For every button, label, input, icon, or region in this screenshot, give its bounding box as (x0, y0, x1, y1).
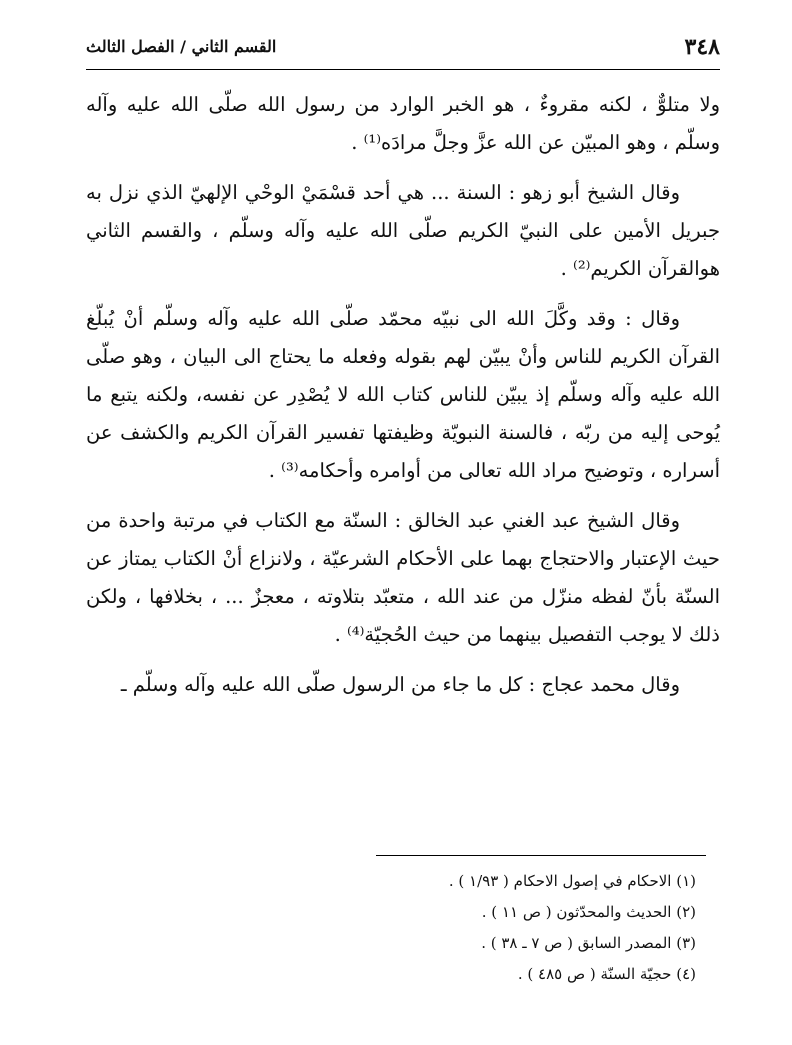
paragraph: وقال الشيخ أبو زهو : السنة ... هي أحد قسْمَيْ الوحْي الإلهيّ الذي نزل به جبريل الأمين على النبيّ الكريم صلّى الله عليه وآله وسلّم ، والقسم الثاني هوالقرآن الكريم⁽²⁾ . (86, 181, 720, 280)
footnote-rule (376, 855, 706, 856)
running-title: القسم الثاني / الفصل الثالث (86, 37, 277, 56)
header-rule (86, 69, 720, 70)
paragraph: وقال : وقد وكَّلَ الله الى نبيّه محمّد صلّى الله عليه وآله وسلّم أنْ يُبلّغ القرآن الكريم للناس وأنْ يبيّن لهم بقوله وفعله ما يحتاج الى البيان ، وهو صلّى الله عليه وآله وسلّم إذ يبيّن للناس كتاب الله لا يُصْدِر عن نفسه، ولكنه يتبع ما يُوحى إليه من ربّه ، فالسنة النبويّة وظيفتها تفسير القرآن الكريم والكشف عن أسراره ، وتوضيح مراد الله تعالى من أوامره وأحكامه⁽³⁾ . (86, 307, 720, 482)
footnote: (١) الاحكام في إصول الاحكام ( ١/٩٣ ) . (448, 872, 696, 890)
paragraph: وقال الشيخ عبد الغني عبد الخالق : السنّة مع الكتاب في مرتبة واحدة من حيث الإعتبار والاحتجاج بهما على الأحكام الشرعيّة ، ولانزاع أنْ الكتاب يمتاز عن السنّة بأنّ لفظه منزّل من عند الله ، متعبّد بتلاوته ، معجزٌ ... ، بخلافها ، ولكن ذلك لا يوجب التفصيل بينهما من حيث الحُجيّة⁽⁴⁾ . (86, 509, 720, 646)
main-text (86, 86, 720, 716)
paragraph: وقال محمد عجاج : كل ما جاء من الرسول صلّى الله عليه وآله وسلّم ـ (120, 673, 680, 696)
paragraph: ولا متلوٌّ ، لكنه مقروءٌ ، هو الخبر الوارد من رسول الله صلّى الله عليه وآله وسلّم ، وهو المبيّن عن الله عزَّ وجلَّ مرادَه⁽¹⁾ . (86, 93, 720, 154)
footnote: (٣) المصدر السابق ( ص ٧ ـ ٣٨ ) . (481, 934, 696, 952)
footnotes (236, 866, 696, 990)
page-number: ٣٤٨ (684, 34, 720, 60)
footnote: (٢) الحديث والمحدّثون ( ص ١١ ) . (481, 903, 696, 921)
footnote: (٤) حجيّة السنّة ( ص ٤٨٥ ) . (517, 965, 696, 983)
page-header (86, 22, 720, 66)
